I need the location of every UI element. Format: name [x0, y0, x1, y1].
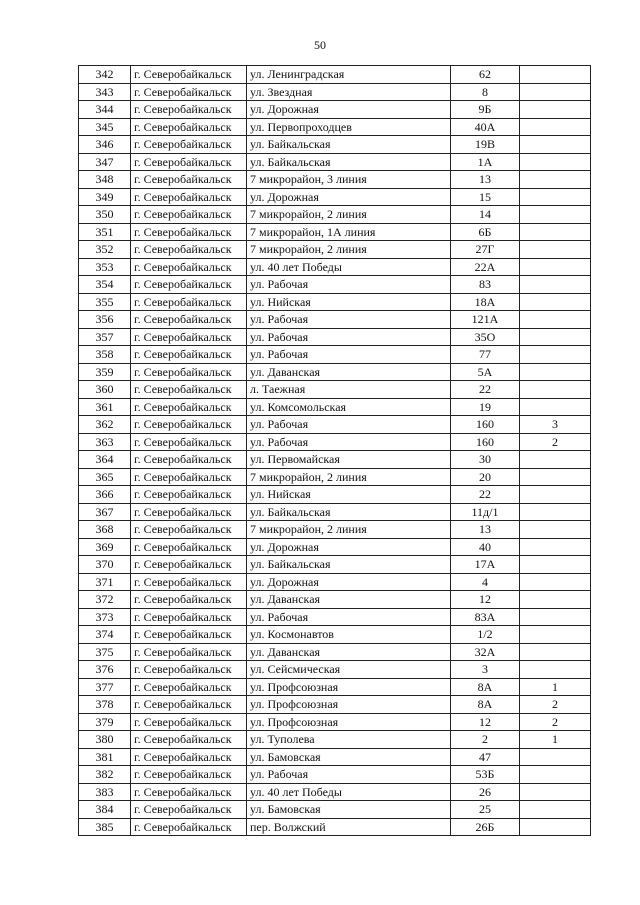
- city-cell: г. Северобайкальск: [131, 188, 247, 206]
- city-cell: г. Северобайкальск: [131, 346, 247, 364]
- city-cell: г. Северобайкальск: [131, 328, 247, 346]
- city-cell: г. Северобайкальск: [131, 591, 247, 609]
- extra-cell: [520, 171, 591, 189]
- city-cell: г. Северобайкальск: [131, 521, 247, 539]
- street-cell: 7 микрорайон, 2 линия: [247, 241, 451, 259]
- house-number-cell: 6Б: [451, 223, 520, 241]
- street-cell: 7 микрорайон, 3 линия: [247, 171, 451, 189]
- table-row: [79, 101, 591, 119]
- house-number-cell: 14: [451, 206, 520, 224]
- house-number-cell: 62: [451, 66, 520, 84]
- house-number-cell: 40А: [451, 118, 520, 136]
- house-number-cell: 12: [451, 713, 520, 731]
- street-cell: ул. Туполева: [247, 731, 451, 749]
- street-cell: ул. Профсоюзная: [247, 713, 451, 731]
- house-number-cell: 83А: [451, 608, 520, 626]
- house-number-cell: 13: [451, 521, 520, 539]
- table-row: [79, 521, 591, 539]
- extra-cell: [520, 643, 591, 661]
- extra-cell: [520, 258, 591, 276]
- extra-cell: 2: [520, 696, 591, 714]
- street-cell: ул. Первомайская: [247, 451, 451, 469]
- street-cell: ул. Космонавтов: [247, 626, 451, 644]
- table-row: [79, 661, 591, 679]
- city-cell: г. Северобайкальск: [131, 83, 247, 101]
- house-number-cell: 19В: [451, 136, 520, 154]
- row-number-cell: 353: [79, 258, 131, 276]
- city-cell: г. Северобайкальск: [131, 258, 247, 276]
- extra-cell: [520, 206, 591, 224]
- house-number-cell: 160: [451, 433, 520, 451]
- city-cell: г. Северобайкальск: [131, 363, 247, 381]
- extra-cell: [520, 748, 591, 766]
- street-cell: ул. Дорожная: [247, 188, 451, 206]
- extra-cell: [520, 328, 591, 346]
- street-cell: ул. Сейсмическая: [247, 661, 451, 679]
- table-row: [79, 766, 591, 784]
- house-number-cell: 160: [451, 416, 520, 434]
- row-number-cell: 362: [79, 416, 131, 434]
- row-number-cell: 385: [79, 818, 131, 836]
- table-row: [79, 118, 591, 136]
- city-cell: г. Северобайкальск: [131, 573, 247, 591]
- row-number-cell: 351: [79, 223, 131, 241]
- row-number-cell: 376: [79, 661, 131, 679]
- street-cell: ул. Рабочая: [247, 766, 451, 784]
- table-row: [79, 83, 591, 101]
- street-cell: ул. 40 лет Победы: [247, 783, 451, 801]
- table-row: [79, 486, 591, 504]
- city-cell: г. Северобайкальск: [131, 661, 247, 679]
- table-row: [79, 381, 591, 399]
- house-number-cell: 26Б: [451, 818, 520, 836]
- city-cell: г. Северобайкальск: [131, 136, 247, 154]
- table-row: [79, 416, 591, 434]
- extra-cell: [520, 521, 591, 539]
- city-cell: г. Северобайкальск: [131, 241, 247, 259]
- house-number-cell: 22А: [451, 258, 520, 276]
- extra-cell: [520, 468, 591, 486]
- extra-cell: [520, 241, 591, 259]
- house-number-cell: 4: [451, 573, 520, 591]
- row-number-cell: 382: [79, 766, 131, 784]
- extra-cell: 2: [520, 433, 591, 451]
- extra-cell: [520, 188, 591, 206]
- city-cell: г. Северобайкальск: [131, 398, 247, 416]
- street-cell: ул. Дорожная: [247, 101, 451, 119]
- table-row: [79, 206, 591, 224]
- extra-cell: [520, 451, 591, 469]
- street-cell: ул. Первопроходцев: [247, 118, 451, 136]
- city-cell: г. Северобайкальск: [131, 696, 247, 714]
- extra-cell: [520, 311, 591, 329]
- row-number-cell: 350: [79, 206, 131, 224]
- extra-cell: [520, 783, 591, 801]
- house-number-cell: 27Г: [451, 241, 520, 259]
- table-row: [79, 696, 591, 714]
- row-number-cell: 359: [79, 363, 131, 381]
- row-number-cell: 342: [79, 66, 131, 84]
- house-number-cell: 26: [451, 783, 520, 801]
- extra-cell: [520, 136, 591, 154]
- city-cell: г. Северобайкальск: [131, 643, 247, 661]
- row-number-cell: 358: [79, 346, 131, 364]
- city-cell: г. Северобайкальск: [131, 381, 247, 399]
- city-cell: г. Северобайкальск: [131, 503, 247, 521]
- street-cell: ул. Рабочая: [247, 433, 451, 451]
- city-cell: г. Северобайкальск: [131, 626, 247, 644]
- row-number-cell: 356: [79, 311, 131, 329]
- row-number-cell: 378: [79, 696, 131, 714]
- house-number-cell: 83: [451, 276, 520, 294]
- street-cell: ул. Даванская: [247, 643, 451, 661]
- street-cell: ул. Рабочая: [247, 608, 451, 626]
- extra-cell: [520, 83, 591, 101]
- house-number-cell: 20: [451, 468, 520, 486]
- house-number-cell: 8А: [451, 696, 520, 714]
- house-number-cell: 35О: [451, 328, 520, 346]
- table-row: [79, 468, 591, 486]
- street-cell: ул. Профсоюзная: [247, 696, 451, 714]
- row-number-cell: 345: [79, 118, 131, 136]
- table-row: [79, 573, 591, 591]
- row-number-cell: 374: [79, 626, 131, 644]
- extra-cell: [520, 538, 591, 556]
- table-row: [79, 258, 591, 276]
- street-cell: ул. Нийская: [247, 293, 451, 311]
- house-number-cell: 53Б: [451, 766, 520, 784]
- extra-cell: 1: [520, 731, 591, 749]
- house-number-cell: 8А: [451, 678, 520, 696]
- city-cell: г. Северобайкальск: [131, 118, 247, 136]
- row-number-cell: 370: [79, 556, 131, 574]
- table-row: [79, 276, 591, 294]
- street-cell: ул. Рабочая: [247, 346, 451, 364]
- city-cell: г. Северобайкальск: [131, 538, 247, 556]
- house-number-cell: 25: [451, 801, 520, 819]
- city-cell: г. Северобайкальск: [131, 451, 247, 469]
- city-cell: г. Северобайкальск: [131, 153, 247, 171]
- table-row: [79, 626, 591, 644]
- extra-cell: [520, 223, 591, 241]
- table-row: [79, 241, 591, 259]
- house-number-cell: 8: [451, 83, 520, 101]
- house-number-cell: 77: [451, 346, 520, 364]
- street-cell: ул. Байкальская: [247, 556, 451, 574]
- street-cell: 7 микрорайон, 1А линия: [247, 223, 451, 241]
- street-cell: 7 микрорайон, 2 линия: [247, 521, 451, 539]
- house-number-cell: 18А: [451, 293, 520, 311]
- table-row: [79, 171, 591, 189]
- street-cell: ул. Профсоюзная: [247, 678, 451, 696]
- city-cell: г. Северобайкальск: [131, 311, 247, 329]
- row-number-cell: 381: [79, 748, 131, 766]
- city-cell: г. Северобайкальск: [131, 818, 247, 836]
- row-number-cell: 372: [79, 591, 131, 609]
- city-cell: г. Северобайкальск: [131, 678, 247, 696]
- extra-cell: 2: [520, 713, 591, 731]
- table-row: [79, 223, 591, 241]
- street-cell: ул. Байкальская: [247, 503, 451, 521]
- city-cell: г. Северобайкальск: [131, 801, 247, 819]
- house-number-cell: 121А: [451, 311, 520, 329]
- table-row: [79, 748, 591, 766]
- house-number-cell: 2: [451, 731, 520, 749]
- extra-cell: 3: [520, 416, 591, 434]
- row-number-cell: 375: [79, 643, 131, 661]
- extra-cell: [520, 801, 591, 819]
- table-row: [79, 678, 591, 696]
- house-number-cell: 40: [451, 538, 520, 556]
- row-number-cell: 355: [79, 293, 131, 311]
- street-cell: ул. Рабочая: [247, 276, 451, 294]
- street-cell: ул. 40 лет Победы: [247, 258, 451, 276]
- row-number-cell: 364: [79, 451, 131, 469]
- extra-cell: [520, 556, 591, 574]
- street-cell: ул. Рабочая: [247, 328, 451, 346]
- row-number-cell: 344: [79, 101, 131, 119]
- city-cell: г. Северобайкальск: [131, 556, 247, 574]
- row-number-cell: 368: [79, 521, 131, 539]
- extra-cell: [520, 381, 591, 399]
- table-row: [79, 503, 591, 521]
- row-number-cell: 367: [79, 503, 131, 521]
- table-row: [79, 783, 591, 801]
- city-cell: г. Северобайкальск: [131, 416, 247, 434]
- house-number-cell: 30: [451, 451, 520, 469]
- table-row: [79, 538, 591, 556]
- table-row: [79, 713, 591, 731]
- address-table-body: [79, 66, 591, 836]
- house-number-cell: 15: [451, 188, 520, 206]
- street-cell: ул. Комсомольская: [247, 398, 451, 416]
- house-number-cell: 13: [451, 171, 520, 189]
- table-row: [79, 556, 591, 574]
- row-number-cell: 357: [79, 328, 131, 346]
- table-row: [79, 66, 591, 84]
- extra-cell: [520, 276, 591, 294]
- row-number-cell: 371: [79, 573, 131, 591]
- row-number-cell: 365: [79, 468, 131, 486]
- house-number-cell: 22: [451, 381, 520, 399]
- city-cell: г. Северобайкальск: [131, 66, 247, 84]
- row-number-cell: 354: [79, 276, 131, 294]
- table-row: [79, 328, 591, 346]
- street-cell: пер. Волжский: [247, 818, 451, 836]
- city-cell: г. Северобайкальск: [131, 731, 247, 749]
- street-cell: ул. Нийская: [247, 486, 451, 504]
- extra-cell: [520, 591, 591, 609]
- row-number-cell: 366: [79, 486, 131, 504]
- row-number-cell: 348: [79, 171, 131, 189]
- street-cell: ул. Байкальская: [247, 136, 451, 154]
- house-number-cell: 11д/1: [451, 503, 520, 521]
- table-row: [79, 311, 591, 329]
- row-number-cell: 380: [79, 731, 131, 749]
- extra-cell: [520, 573, 591, 591]
- row-number-cell: 363: [79, 433, 131, 451]
- table-row: [79, 153, 591, 171]
- house-number-cell: 12: [451, 591, 520, 609]
- table-row: [79, 398, 591, 416]
- table-row: [79, 293, 591, 311]
- city-cell: г. Северобайкальск: [131, 223, 247, 241]
- table-row: [79, 643, 591, 661]
- house-number-cell: 1А: [451, 153, 520, 171]
- row-number-cell: 373: [79, 608, 131, 626]
- street-cell: ул. Ленинградская: [247, 66, 451, 84]
- table-row: [79, 591, 591, 609]
- city-cell: г. Северобайкальск: [131, 276, 247, 294]
- house-number-cell: 19: [451, 398, 520, 416]
- extra-cell: 1: [520, 678, 591, 696]
- row-number-cell: 347: [79, 153, 131, 171]
- extra-cell: [520, 661, 591, 679]
- street-cell: ул. Бамовская: [247, 748, 451, 766]
- street-cell: ул. Даванская: [247, 363, 451, 381]
- table-row: [79, 136, 591, 154]
- street-cell: л. Таежная: [247, 381, 451, 399]
- city-cell: г. Северобайкальск: [131, 293, 247, 311]
- street-cell: ул. Даванская: [247, 591, 451, 609]
- table-row: [79, 433, 591, 451]
- row-number-cell: 343: [79, 83, 131, 101]
- house-number-cell: 22: [451, 486, 520, 504]
- street-cell: ул. Рабочая: [247, 311, 451, 329]
- table-row: [79, 451, 591, 469]
- house-number-cell: 1/2: [451, 626, 520, 644]
- row-number-cell: 346: [79, 136, 131, 154]
- street-cell: ул. Звездная: [247, 83, 451, 101]
- row-number-cell: 361: [79, 398, 131, 416]
- extra-cell: [520, 608, 591, 626]
- street-cell: ул. Дорожная: [247, 538, 451, 556]
- extra-cell: [520, 346, 591, 364]
- table-row: [79, 346, 591, 364]
- table-row: [79, 363, 591, 381]
- house-number-cell: 32А: [451, 643, 520, 661]
- extra-cell: [520, 486, 591, 504]
- extra-cell: [520, 101, 591, 119]
- house-number-cell: 3: [451, 661, 520, 679]
- city-cell: г. Северобайкальск: [131, 713, 247, 731]
- street-cell: ул. Дорожная: [247, 573, 451, 591]
- page-number: 50: [314, 38, 326, 52]
- city-cell: г. Северобайкальск: [131, 468, 247, 486]
- city-cell: г. Северобайкальск: [131, 206, 247, 224]
- row-number-cell: 383: [79, 783, 131, 801]
- house-number-cell: 5А: [451, 363, 520, 381]
- extra-cell: [520, 66, 591, 84]
- street-cell: ул. Бамовская: [247, 801, 451, 819]
- city-cell: г. Северобайкальск: [131, 486, 247, 504]
- city-cell: г. Северобайкальск: [131, 171, 247, 189]
- row-number-cell: 352: [79, 241, 131, 259]
- street-cell: ул. Рабочая: [247, 416, 451, 434]
- extra-cell: [520, 766, 591, 784]
- extra-cell: [520, 118, 591, 136]
- city-cell: г. Северобайкальск: [131, 608, 247, 626]
- extra-cell: [520, 503, 591, 521]
- extra-cell: [520, 293, 591, 311]
- city-cell: г. Северобайкальск: [131, 748, 247, 766]
- street-cell: 7 микрорайон, 2 линия: [247, 468, 451, 486]
- extra-cell: [520, 153, 591, 171]
- row-number-cell: 360: [79, 381, 131, 399]
- table-row: [79, 188, 591, 206]
- house-number-cell: 9Б: [451, 101, 520, 119]
- address-table: [78, 65, 591, 836]
- table-row: [79, 608, 591, 626]
- street-cell: ул. Байкальская: [247, 153, 451, 171]
- row-number-cell: 384: [79, 801, 131, 819]
- table-row: [79, 801, 591, 819]
- extra-cell: [520, 818, 591, 836]
- street-cell: 7 микрорайон, 2 линия: [247, 206, 451, 224]
- row-number-cell: 379: [79, 713, 131, 731]
- house-number-cell: 47: [451, 748, 520, 766]
- city-cell: г. Северобайкальск: [131, 783, 247, 801]
- city-cell: г. Северобайкальск: [131, 101, 247, 119]
- row-number-cell: 377: [79, 678, 131, 696]
- city-cell: г. Северобайкальск: [131, 766, 247, 784]
- house-number-cell: 17А: [451, 556, 520, 574]
- table-row: [79, 818, 591, 836]
- table-row: [79, 731, 591, 749]
- extra-cell: [520, 363, 591, 381]
- row-number-cell: 349: [79, 188, 131, 206]
- extra-cell: [520, 626, 591, 644]
- extra-cell: [520, 398, 591, 416]
- city-cell: г. Северобайкальск: [131, 433, 247, 451]
- row-number-cell: 369: [79, 538, 131, 556]
